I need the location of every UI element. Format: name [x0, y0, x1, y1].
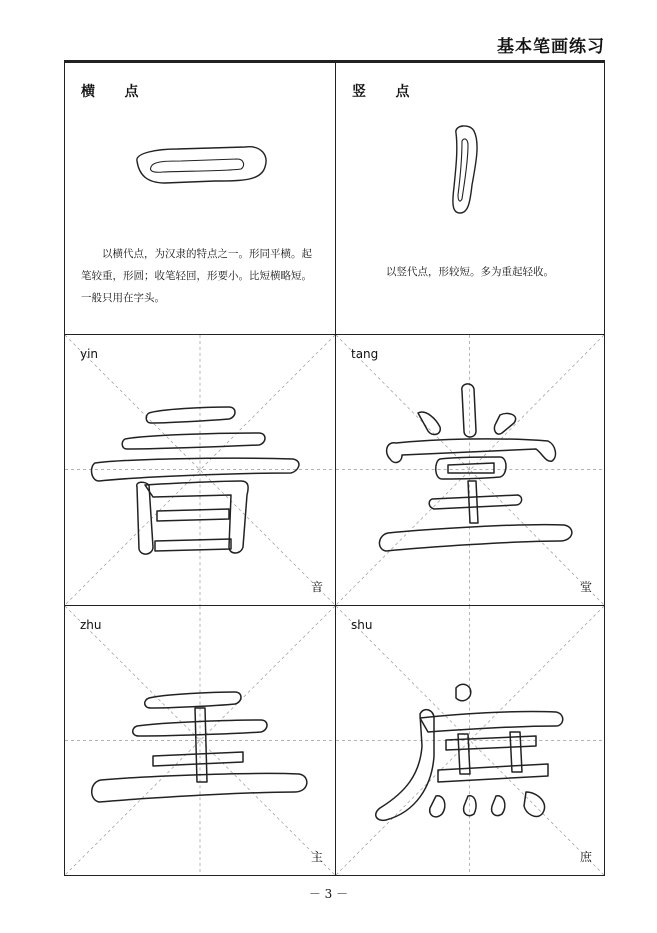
stroke-description: 以横代点，为汉隶的特点之一。形同平横。起笔较重，形圆；收笔轻回，形要小。比短横略短。一般只用在字头。 — [81, 248, 312, 304]
practice-cell-tang — [335, 334, 604, 605]
stroke-description: 以竖代点，形较短。多为重起轻收。 — [386, 266, 554, 278]
pinyin-label: tang — [351, 347, 379, 361]
character-tang-outline — [336, 335, 605, 606]
character-shu-outline — [336, 606, 605, 876]
stroke-title: 竖 点 — [352, 84, 412, 100]
character-zhu-outline — [65, 606, 335, 876]
pinyin-label: shu — [351, 618, 373, 632]
practice-cell-yin — [65, 334, 335, 605]
reference-character: 庶 — [579, 850, 592, 864]
shu-dian-stroke-image — [336, 63, 605, 243]
pinyin-label: zhu — [80, 618, 102, 632]
practice-grid — [64, 62, 605, 876]
heng-dian-stroke-image — [65, 63, 335, 243]
reference-character: 主 — [310, 850, 323, 864]
practice-cell-zhu — [65, 605, 335, 875]
stroke-cell-shu-dian — [335, 63, 604, 334]
reference-character: 堂 — [579, 580, 592, 594]
stroke-cell-heng-dian — [65, 63, 335, 334]
character-yin-outline — [65, 335, 335, 606]
pinyin-label: yin — [80, 347, 99, 361]
stroke-title: 横 点 — [81, 84, 141, 100]
page-title: 基本笔画练习 — [497, 37, 605, 57]
reference-character: 音 — [310, 580, 323, 594]
page-number: － 3 － — [308, 887, 349, 901]
practice-cell-shu — [335, 605, 604, 875]
